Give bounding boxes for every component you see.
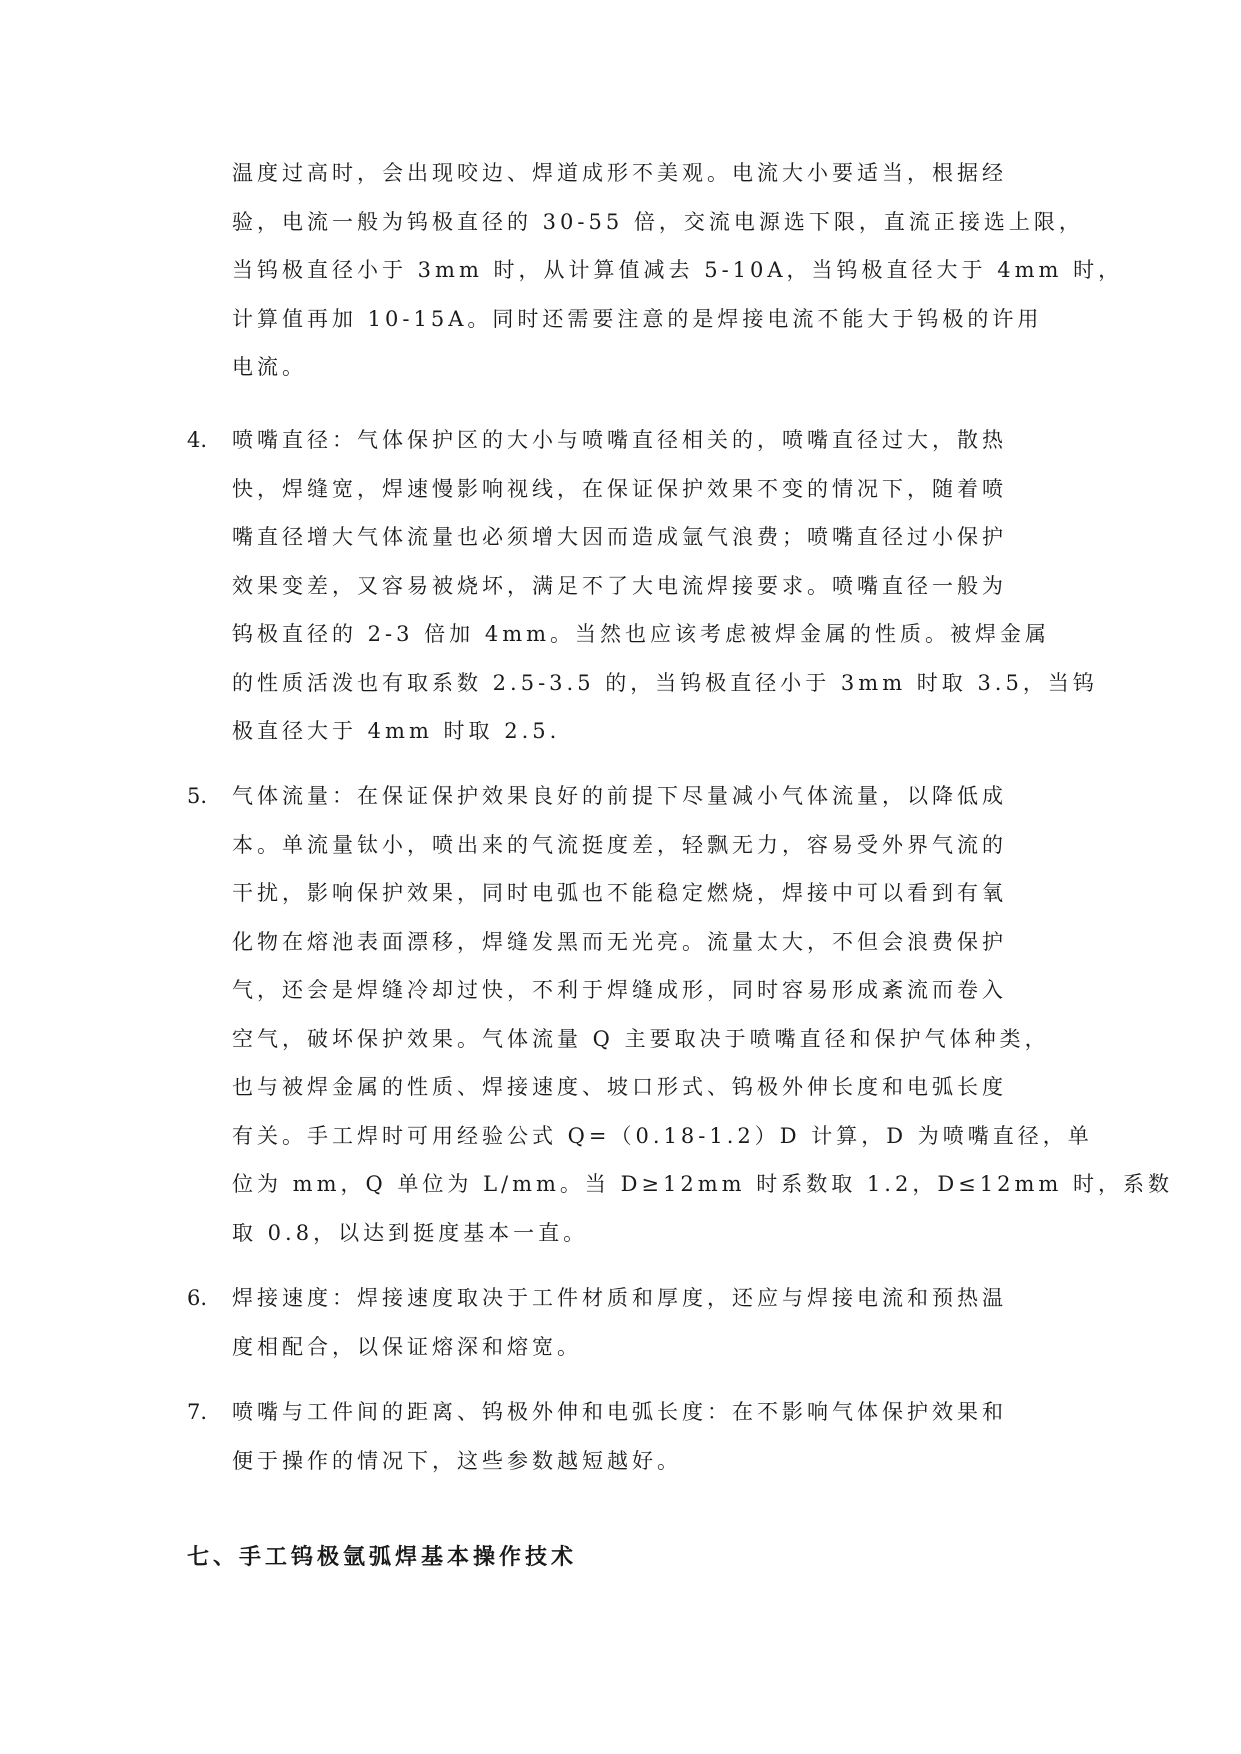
list-item-line: 极直径大于 4mm 时取 2.5. [232,719,561,743]
list-item-line: 嘴直径增大气体流量也必须增大因而造成氩气浪费；喷嘴直径过小保护 [232,525,1007,549]
list-item-line: 气，还会是焊缝冷却过快，不利于焊缝成形，同时容易形成紊流而卷入 [232,978,1007,1002]
list-item-line: 化物在熔池表面漂移，焊缝发黑而无光亮。流量太大，不但会浪费保护 [232,930,1007,954]
list-item-line: 效果变差，又容易被烧坏，满足不了大电流焊接要求。喷嘴直径一般为 [232,574,1007,598]
list-item-line: 位为 mm，Q 单位为 L/mm。当 D≥12mm 时系数取 1.2，D≤12mm 时，系数 [232,1172,1173,1196]
list-item-number: 5. [187,784,208,808]
list-item-line: 也与被焊金属的性质、焊接速度、坡口形式、钨极外伸长度和电弧长度 [232,1075,1007,1099]
list-item-line: 取 0.8，以达到挺度基本一直。 [232,1221,589,1245]
list-item-number: 7. [187,1400,208,1424]
list-item-line: 快，焊缝宽，焊速慢影响视线，在保证保护效果不变的情况下，随着喷 [232,477,1007,501]
intro-line: 电流。 [232,355,307,379]
intro-line: 当钨极直径小于 3mm 时，从计算值减去 5-10A，当钨极直径大于 4mm 时， [232,258,1124,282]
list-item-line: 空气，破坏保护效果。气体流量 Q 主要取决于喷嘴直径和保护气体种类， [232,1027,1050,1051]
list-item-line: 的性质活泼也有取系数 2.5-3.5 的，当钨极直径小于 3mm 时取 3.5，当钨 [232,671,1098,695]
intro-line: 计算值再加 10-15A。同时还需要注意的是焊接电流不能大于钨极的许用 [232,307,1043,331]
list-item-line: 有关。手工焊时可用经验公式 Q=（0.18-1.2）D 计算，D 为喷嘴直径，单 [232,1124,1093,1148]
list-item-line: 钨极直径的 2-3 倍加 4mm。当然也应该考虑被焊金属的性质。被焊金属 [232,622,1051,646]
list-item-line: 喷嘴直径：气体保护区的大小与喷嘴直径相关的，喷嘴直径过大，散热 [232,428,1007,452]
intro-line: 验，电流一般为钨极直径的 30-55 倍，交流电源选下限，直流正接选上限， [232,210,1084,234]
list-item-line: 气体流量：在保证保护效果良好的前提下尽量减小气体流量，以降低成 [232,784,1007,808]
list-item-line: 本。单流量钛小，喷出来的气流挺度差，轻飘无力，容易受外界气流的 [232,833,1007,857]
list-item-number: 4. [187,428,208,452]
list-item-line: 干扰，影响保护效果，同时电弧也不能稳定燃烧，焊接中可以看到有氧 [232,881,1007,905]
intro-line: 温度过高时，会出现咬边、焊道成形不美观。电流大小要适当，根据经 [232,161,1007,185]
list-item-number: 6. [187,1286,208,1310]
list-item-line: 便于操作的情况下，这些参数越短越好。 [232,1449,682,1473]
list-item-line: 喷嘴与工件间的距离、钨极外伸和电弧长度：在不影响气体保护效果和 [232,1400,1007,1424]
section-heading: 七、手工钨极氩弧焊基本操作技术 [187,1545,578,1570]
list-item-line: 度相配合，以保证熔深和熔宽。 [232,1335,582,1359]
list-item-line: 焊接速度：焊接速度取决于工件材质和厚度，还应与焊接电流和预热温 [232,1286,1007,1310]
